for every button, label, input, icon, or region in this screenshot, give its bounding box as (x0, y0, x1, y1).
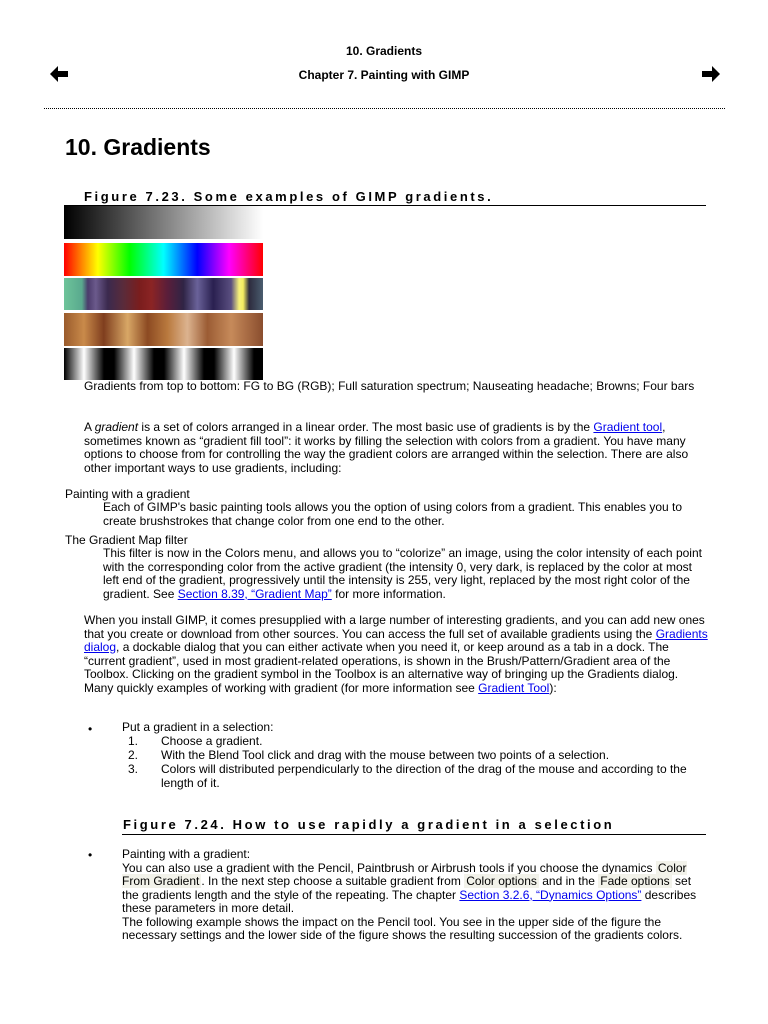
figure-7-24-rule (122, 834, 706, 835)
gradient-nauseating-headache (64, 278, 263, 310)
intro-paragraph: A gradient is a set of colors arranged in a linear order. The most basic use of gradients is by the Gradient tool, sometimes known as “gradient fill tool”: it works by filling the selection with colors from a gradient. You have many options to choose from for controlling the way the gradient colors are arranged within the selection. There are also other important ways to use gradients, including: (84, 420, 689, 475)
gradients-dialog-link[interactable]: Gradients dialog (84, 626, 708, 654)
header-divider (44, 108, 725, 109)
gradient-term: gradient (94, 420, 139, 434)
step-text: Colors will distributed perpendicularly to the direction of the drag of the mouse and according to the length of it. (161, 762, 687, 790)
arrow-left-icon[interactable] (50, 66, 68, 82)
dynamics-options-link[interactable]: Section 3.2.6, “Dynamics Options” (459, 887, 642, 902)
code-color-from-gradient: Color From Gradient (122, 860, 687, 888)
term-gradient-map-filter: The Gradient Map filter (65, 533, 188, 547)
navigation-header (0, 0, 768, 110)
list-item-put-gradient: Put a gradient in a selection: (122, 720, 274, 734)
header-title: 10. Gradients (345, 44, 423, 58)
step-number: 1. (128, 734, 139, 748)
list-item-painting-with-gradient: Painting with a gradient: You can also use a gradient with the Pencil, Paintbrush or Airbrush tools if you choose the dynamics Color From Gradient . In the next step choose a suitable gradient from Color options and in the Fade options set the gradients length and the style of the repeating. The chapter Section 3.2.6, “Dynamics Options” describes these parameters in more detail. The following example shows the impact on the Pencil tool. You see in the upper side of the figure the necessary settings and the lower side of the figure shows the resulting succession of the gradients colors. (122, 847, 697, 942)
desc-painting-with-gradient: Each of GIMP's basic painting tools allows you the option of using colors from a gradient. This enables you to create brushstrokes that change color from one end to the other. (103, 500, 683, 528)
bullet-icon: • (88, 848, 93, 862)
bullet-icon: • (88, 722, 93, 736)
header-chapter: Chapter 7. Painting with GIMP (298, 68, 470, 82)
step-number: 3. (128, 762, 139, 776)
step-number: 2. (128, 748, 139, 762)
gradient-browns (64, 313, 263, 346)
figure-7-23-caption: Gradients from top to bottom: FG to BG (RGB); Full saturation spectrum; Nauseating headache; Browns; Four bars (84, 379, 695, 393)
gradient-tool-link-2[interactable]: Gradient Tool (478, 680, 550, 695)
step-text: Choose a gradient. (161, 734, 263, 748)
gradient-full-saturation-spectrum (64, 243, 263, 276)
step-text: With the Blend Tool click and drag with the mouse between two points of a selection. (161, 748, 610, 762)
code-fade-options: Fade options (600, 874, 670, 888)
gradient-fg-to-bg (64, 206, 263, 239)
code-color-options: Color options (466, 874, 537, 888)
arrow-right-icon[interactable] (702, 66, 720, 82)
gradient-map-link[interactable]: Section 8.39, “Gradient Map” (177, 586, 332, 601)
figure-7-23-title: Figure 7.23. Some examples of GIMP gradients. (84, 189, 494, 204)
desc-gradient-map-filter: This filter is now in the Colors menu, and allows you to “colorize” an image, using the color intensity of each point with the corresponding color from the active gradient (the intensity 0, very dark, is replaced by the color at most left end of the gradient, progressively until the intensity is 255, very light, replaced by the most right color of the gradient. See Section 8.39, “Gradient Map” for more information. (103, 546, 702, 601)
install-paragraph: When you install GIMP, it comes presupplied with a large number of interesting gradients, and you can add new ones that you create or download from other sources. You can access the full set of available gradients using the Gradients dialog, a dockable dialog that you can either activate when you need it, or keep around as a tab in a dock. The “current gradient”, used in most gradient-related operations, is shown in the Brush/Pattern/Gradient area of the Toolbox. Clicking on the gradient symbol in the Toolbox is an alternative way of bringing up the Gradients dialog. Many quickly examples of working with gradient (for more information see Gradient Tool): (84, 613, 708, 695)
figure-7-24-title: Figure 7.24. How to use rapidly a gradient in a selection (123, 817, 615, 832)
gradient-four-bars (64, 348, 263, 380)
gradient-tool-link[interactable]: Gradient tool (593, 420, 663, 434)
page-title: 10. Gradients (65, 134, 211, 160)
term-painting-with-gradient: Painting with a gradient (65, 487, 190, 501)
